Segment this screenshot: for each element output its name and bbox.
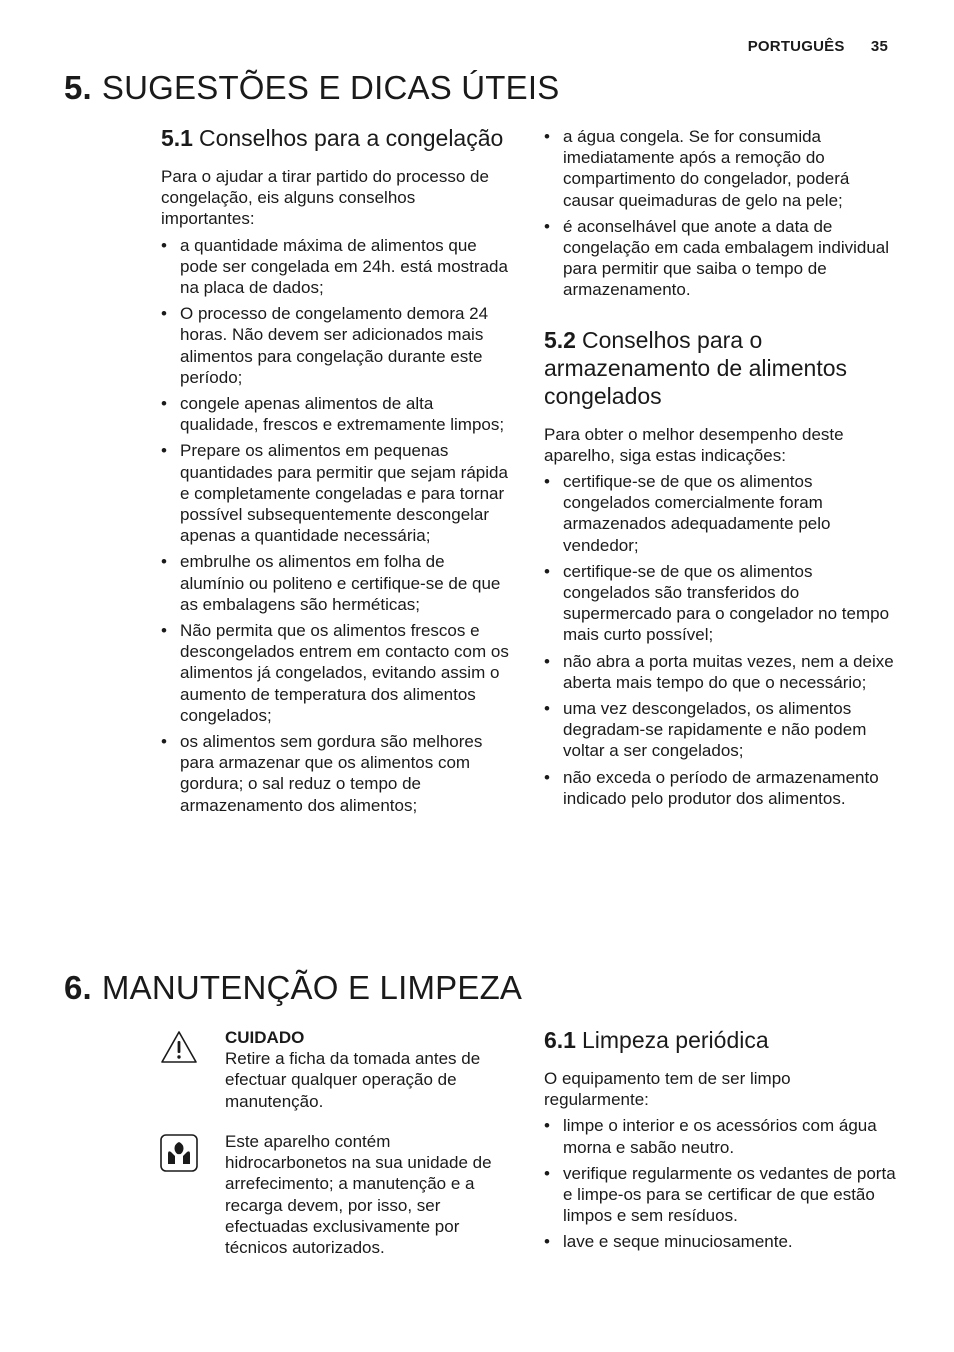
list-item-text: lave e seque minuciosamente. — [563, 1232, 793, 1252]
list-item — [161, 731, 513, 816]
section-6-1-list — [544, 1115, 896, 1252]
list-item-text: congele apenas alimentos de alta qualidade, frescos e extremamente limpos; — [180, 394, 505, 435]
list-item-text: embrulhe os alimentos em folha de alumínio ou politeno e certifique-se de que as embalagens são herméticas; — [180, 552, 501, 614]
section-6-1-heading — [544, 1026, 896, 1054]
bullet: • — [161, 552, 167, 572]
section-5-1-number: 5.1 — [161, 125, 193, 151]
list-item — [544, 126, 896, 211]
bullet: • — [544, 216, 550, 236]
list-item — [161, 551, 513, 615]
caution-title: CUIDADO — [225, 1028, 305, 1047]
list-item — [161, 235, 513, 299]
list-item — [544, 1231, 896, 1252]
bullet: • — [544, 1116, 550, 1136]
section-6-1-intro: O equipamento tem de ser limpo regularmente: — [544, 1069, 791, 1110]
hands-protection-icon — [160, 1134, 198, 1177]
section-5-1 — [161, 124, 513, 821]
section-6-1-number: 6.1 — [544, 1027, 576, 1053]
bullet: • — [544, 472, 550, 492]
list-item-text: a água congela. Se for consumida imediatamente após a remoção do compartimento do congelador, poderá causar queimaduras de gelo na pele; — [563, 127, 850, 210]
list-item-text: O processo de congelamento demora 24 horas. Não devem ser adicionados mais alimentos para congelação durante este período; — [180, 304, 489, 387]
list-item-text: Não permita que os alimentos frescos e descongelados entrem em contacto com os alimentos já congelados, evitando assim o aumento de temperatura dos alimentos congelados; — [180, 621, 509, 725]
section-6-1-title: Limpeza periódica — [581, 1027, 769, 1053]
list-item — [161, 303, 513, 388]
list-item — [161, 393, 513, 435]
section-6-heading — [64, 968, 522, 1008]
list-item-text: certifique-se de que os alimentos congelados são transferidos do supermercado para o congelador no tempo mais curto possível; — [563, 561, 890, 645]
page-number: 35 — [870, 38, 888, 55]
bullet: • — [161, 304, 167, 324]
bullet: • — [161, 441, 167, 461]
list-item — [544, 767, 896, 809]
section-5-1-list — [161, 235, 513, 816]
list-item — [544, 698, 896, 762]
list-item-text: a quantidade máxima de alimentos que pode ser congelada em 24h. está mostrada na placa de dados; — [180, 235, 508, 298]
list-item-text: os alimentos sem gordura são melhores para armazenar que os alimentos com gordura; o sal reduz o tempo de armazenamento dos alimentos; — [180, 732, 483, 815]
list-item — [161, 440, 513, 546]
section-5-2-heading — [544, 326, 896, 410]
section-5-1-list-continued — [544, 126, 896, 301]
section-5-title: SUGESTÕES E DICAS ÚTEIS — [101, 69, 560, 106]
section-6-1 — [544, 1026, 896, 1258]
environment-note-text: Este aparelho contém hidrocarbonetos na sua unidade de arrefecimento; a manutenção e a recarga devem, por isso, ser efectuadas exclusivamente por técnicos autorizados. — [225, 1132, 492, 1258]
section-5-1-heading — [161, 124, 513, 152]
bullet: • — [544, 127, 550, 146]
section-5-2-title: Conselhos para o armazenamento de alimentos congelados — [544, 326, 847, 409]
section-5-1-intro: Para o ajudar a tirar partido do processo de congelação, eis alguns conselhos importantes: — [161, 167, 489, 229]
bullet: • — [544, 561, 550, 581]
section-6-number: 6. — [64, 969, 92, 1006]
bullet: • — [161, 235, 167, 255]
bullet: • — [544, 767, 550, 787]
list-item-text: limpe o interior e os acessórios com água morna e sabão neutro. — [563, 1116, 877, 1157]
list-item — [544, 651, 896, 693]
list-item — [544, 1163, 896, 1227]
list-item-text: certifique-se de que os alimentos congelados comercialmente foram armazenados adequadamente pelo vendedor; — [563, 472, 831, 555]
list-item — [544, 216, 896, 301]
bullet: • — [544, 651, 550, 671]
bullet: • — [544, 1163, 550, 1183]
environment-note — [225, 1131, 515, 1258]
bullet: • — [161, 732, 167, 752]
caution-text: Retire a ficha da tomada antes de efectuar qualquer operação de manutenção. — [225, 1049, 481, 1111]
section-5-2-intro: Para obter o melhor desempenho deste aparelho, siga estas indicações: — [544, 424, 844, 465]
bullet: • — [161, 621, 167, 641]
list-item-text: verifique regularmente os vedantes de porta e limpe-os para se certificar de que estão limpos e sem resíduos. — [563, 1163, 896, 1226]
section-5-number: 5. — [64, 69, 92, 106]
caution-block — [225, 1027, 515, 1112]
list-item-text: não exceda o período de armazenamento indicado pelo produtor dos alimentos. — [563, 767, 879, 808]
warning-triangle-icon — [160, 1030, 198, 1069]
bullet: • — [544, 1232, 550, 1252]
bullet: • — [161, 394, 167, 414]
page-header — [748, 38, 888, 55]
section-5-2-number: 5.2 — [544, 326, 576, 353]
list-item — [544, 1115, 896, 1157]
list-item-text: não abra a porta muitas vezes, nem a deixe aberta mais tempo do que o necessário; — [563, 651, 894, 692]
bullet: • — [544, 699, 550, 719]
section-5-right-column — [544, 126, 896, 814]
section-5-heading — [64, 68, 559, 108]
list-item-text: uma vez descongelados, os alimentos degradam-se rapidamente e não podem voltar a ser congelados; — [563, 699, 867, 761]
section-6-title: MANUTENÇÃO E LIMPEZA — [101, 969, 523, 1006]
list-item — [544, 561, 896, 646]
list-item — [161, 620, 513, 726]
list-item-text: Prepare os alimentos em pequenas quantidades para permitir que sejam rápida e completamente congeladas e para tornar possível subsequentemente descongelar apenas a quantidade necessária; — [180, 441, 508, 546]
header-language: PORTUGUÊS — [747, 38, 845, 55]
section-5-1-title: Conselhos para a congelação — [198, 125, 504, 151]
list-item-text: é aconselhável que anote a data de congelação em cada embalagem individual para permitir que saiba o tempo de armazenamento. — [563, 216, 890, 300]
section-5-2-list — [544, 471, 896, 809]
list-item — [544, 471, 896, 556]
